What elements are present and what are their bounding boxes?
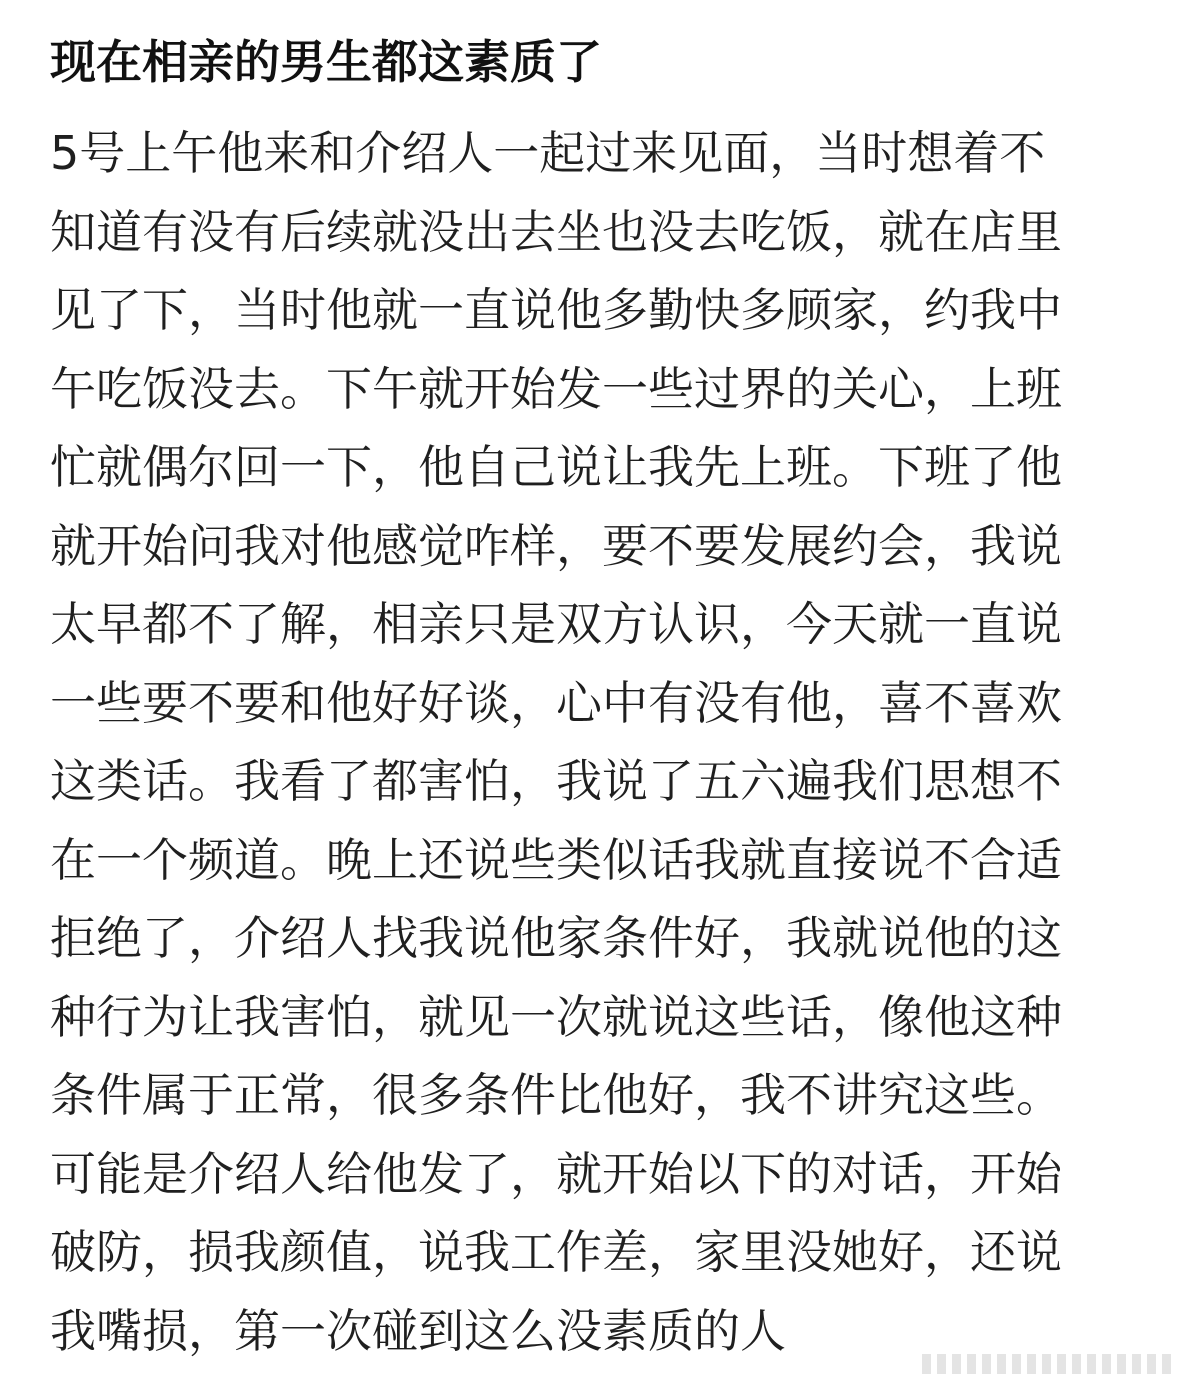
watermark-bar — [1042, 1354, 1051, 1374]
watermark-bar — [967, 1354, 976, 1374]
post-body-line: 拒绝了，介绍人找我说他家条件好，我就说他的这 — [50, 911, 1062, 965]
watermark-bar — [1057, 1354, 1066, 1374]
post-body — [50, 114, 1130, 1370]
post-body-line: 这类话。我看了都害怕，我说了五六遍我们思想不 — [50, 754, 1062, 808]
watermark-bar — [1027, 1354, 1036, 1374]
post-body-line: 见了下，当时他就一直说他多勤快多顾家，约我中 — [50, 283, 1062, 337]
watermark-bar — [1102, 1354, 1111, 1374]
watermark-bar — [1132, 1354, 1141, 1374]
watermark-bar — [922, 1354, 931, 1374]
post-body-line: 在一个频道。晚上还说些类似话我就直接说不合适 — [50, 832, 1062, 887]
watermark-bar — [1147, 1354, 1156, 1374]
watermark-bar — [1072, 1354, 1081, 1374]
post-body-line: 就开始问我对他感觉咋样，要不要发展约会，我说 — [50, 518, 1062, 573]
watermark-bar — [952, 1354, 961, 1374]
watermark-bar — [937, 1354, 946, 1374]
post-body-line: 午吃饭没去。下午就开始发一些过界的关心，上班 — [50, 361, 1062, 416]
post-body-line: 知道有没有后续就没出去坐也没去吃饭，就在店里 — [50, 204, 1062, 259]
watermark-bar — [997, 1354, 1006, 1374]
post-body-line: 忙就偶尔回一下，他自己说让我先上班。下班了他 — [50, 440, 1062, 494]
post-body-line: 种行为让我害怕，就见一次就说这些话，像他这种 — [50, 989, 1062, 1044]
post-body-line: 我嘴损，第一次碰到这么没素质的人 — [50, 1303, 786, 1358]
post-container — [50, 22, 1130, 1370]
watermark-bar — [1012, 1354, 1021, 1374]
post-body-line: 条件属于正常，很多条件比他好，我不讲究这些。 — [50, 1068, 1062, 1122]
post-body-line: 可能是介绍人给他发了，就开始以下的对话，开始 — [50, 1146, 1062, 1201]
watermark-bar — [1117, 1354, 1126, 1374]
post-body-line: 破防，损我颜值，说我工作差，家里没她好，还说 — [50, 1225, 1062, 1279]
post-title: 现在相亲的男生都这素质了 — [50, 35, 602, 89]
post-body-line: 一些要不要和他好好谈，心中有没有他，喜不喜欢 — [50, 675, 1062, 730]
watermark — [911, 1354, 1171, 1374]
watermark-bar — [1162, 1354, 1171, 1374]
watermark-bar — [1087, 1354, 1096, 1374]
watermark-bar — [982, 1354, 991, 1374]
post-body-line: 5号上午他来和介绍人一起过来见面，当时想着不 — [50, 126, 1046, 180]
post-body-line: 太早都不了解，相亲只是双方认识，今天就一直说 — [50, 597, 1062, 651]
